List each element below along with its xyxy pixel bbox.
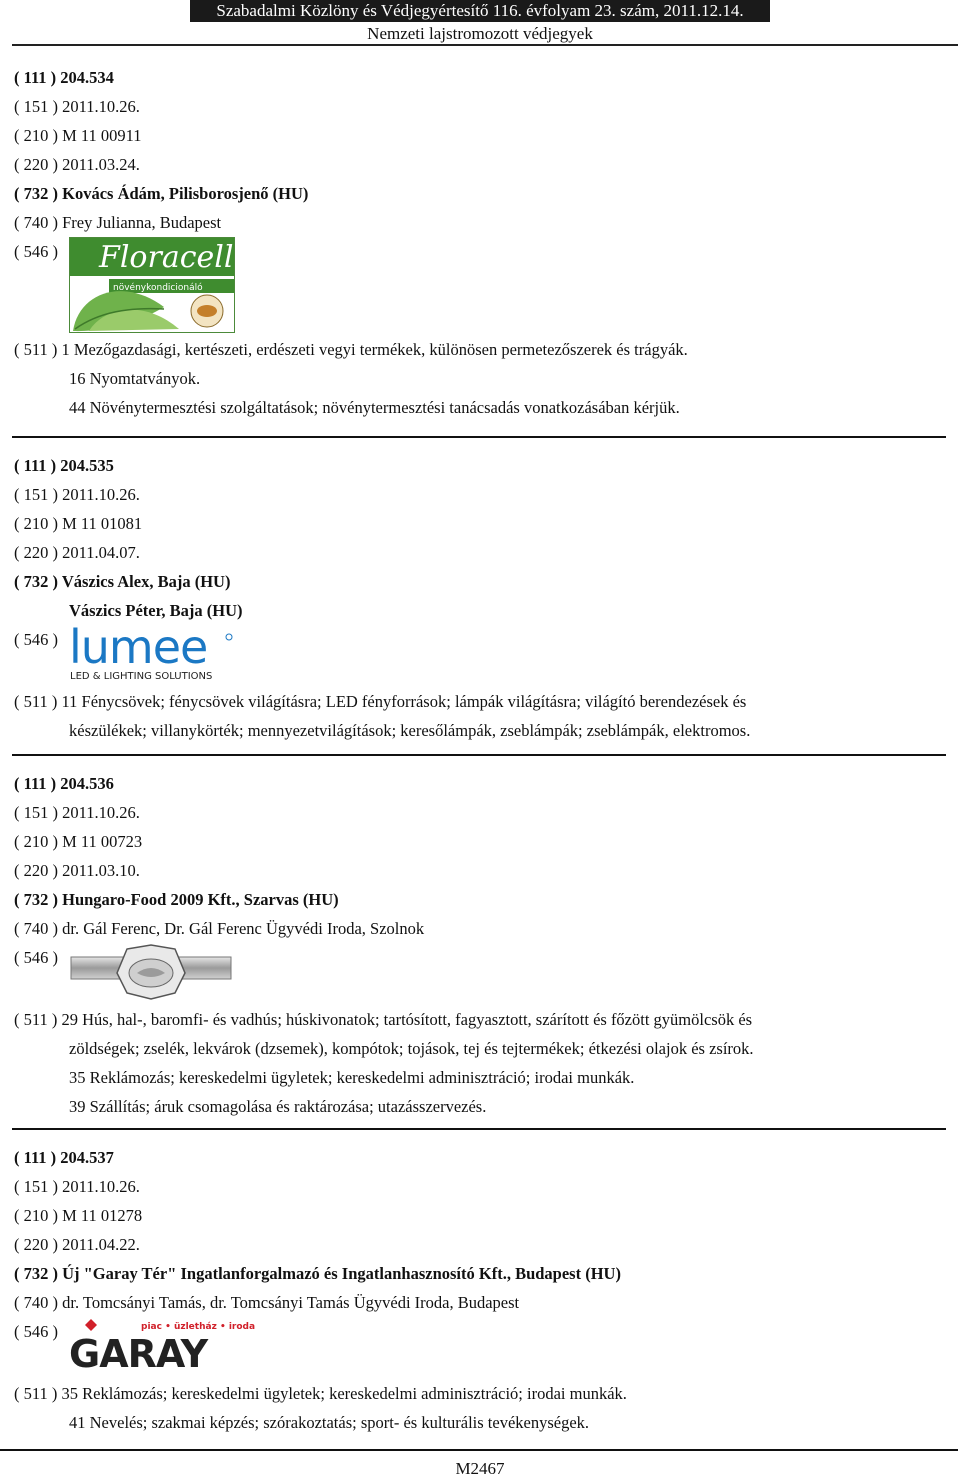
section-title: Nemzeti lajstromozott védjegyek — [367, 24, 593, 43]
registration-number: ( 111 ) 204.536 — [14, 774, 114, 793]
floracell-logo — [69, 237, 235, 333]
trademark-image-row — [14, 943, 944, 1005]
goods-services-class: készülékek; villanykörték; mennyezetvilágítások; keresőlámpák, zseblámpák; zseblámpák, elektromos. — [69, 721, 751, 740]
goods-services-class: 16 Nyomtatványok. — [69, 369, 201, 388]
page-header — [0, 0, 960, 46]
owner: Vászics Péter, Baja (HU) — [69, 601, 243, 620]
header-divider — [12, 44, 958, 46]
filing-date: ( 220 ) 2011.03.24. — [14, 155, 140, 174]
garay-logo — [69, 1317, 256, 1376]
goods-services: ( 511 ) 11 Fénycsövek; fénycsövek világításra; LED fényforrások; lámpák világításra; világító berendezések és — [14, 692, 747, 711]
registration-date: ( 151 ) 2011.10.26. — [14, 97, 140, 116]
goods-services: ( 511 ) 29 Hús, hal-, baromfi- és vadhús; húskivonatok; tartósított, fagyasztott, szárított és főzött gyümölcsök és — [14, 1010, 753, 1029]
lumee-logo — [69, 620, 235, 683]
application-number: ( 210 ) M 11 01278 — [14, 1206, 143, 1225]
image-label: ( 546 ) — [14, 630, 58, 649]
logo-wordmark: Floracell — [99, 240, 234, 275]
application-number: ( 210 ) M 11 01081 — [14, 514, 143, 533]
footer-divider — [0, 1449, 958, 1451]
registration-date: ( 151 ) 2011.10.26. — [14, 803, 140, 822]
logo-tagline: piac • üzletház • iroda — [141, 1322, 256, 1332]
filing-date: ( 220 ) 2011.04.22. — [14, 1235, 140, 1254]
filing-date: ( 220 ) 2011.04.07. — [14, 543, 140, 562]
owner: ( 732 ) Vászics Alex, Baja (HU) — [14, 572, 231, 591]
representative: ( 740 ) dr. Gál Ferenc, Dr. Gál Ferenc Ügyvédi Iroda, Szolnok — [14, 919, 425, 938]
entry-divider — [12, 436, 946, 438]
hungaro-food-label-image — [69, 943, 235, 1001]
representative: ( 740 ) dr. Tomcsányi Tamás, dr. Tomcsányi Tamás Ügyvédi Iroda, Budapest — [14, 1293, 520, 1312]
goods-services-class: 41 Nevelés; szakmai képzés; szórakoztatás; sport- és kulturális tevékenységek. — [69, 1413, 590, 1432]
trademark-entry — [14, 769, 944, 1121]
trademark-image-row — [14, 1317, 944, 1377]
entry-divider — [12, 754, 946, 756]
page-number: M2467 — [455, 1459, 505, 1478]
trademark-entry — [14, 63, 944, 422]
logo-wordmark: GARAY — [69, 1332, 208, 1376]
application-number: ( 210 ) M 11 00911 — [14, 126, 142, 145]
goods-services-class: 35 Reklámozás; kereskedelmi ügyletek; kereskedelmi adminisztráció; irodai munkák. — [69, 1068, 635, 1087]
journal-title: Szabadalmi Közlöny és Védjegyértesítő 116. évfolyam 23. szám, 2011.12.14. — [190, 0, 770, 22]
logo-tagline: LED & LIGHTING SOLUTIONS — [70, 671, 213, 682]
logo-wordmark: lumee — [69, 620, 208, 674]
trademark-image-row — [14, 237, 944, 333]
filing-date: ( 220 ) 2011.03.10. — [14, 861, 140, 880]
entry-divider — [12, 1128, 946, 1130]
goods-services-class: zöldségek; zselék, lekvárok (dzsemek), kompótok; tojások, tej és tejtermékek; étkezési olajok és zsírok. — [69, 1039, 754, 1058]
goods-services-class: 39 Szállítás; áruk csomagolása és raktározása; utazásszervezés. — [69, 1097, 487, 1116]
image-label: ( 546 ) — [14, 948, 58, 967]
owner: ( 732 ) Hungaro-Food 2009 Kft., Szarvas (HU) — [14, 890, 339, 909]
application-number: ( 210 ) M 11 00723 — [14, 832, 143, 851]
image-label: ( 546 ) — [14, 1322, 58, 1341]
goods-services: ( 511 ) 1 Mezőgazdasági, kertészeti, erdészeti vegyi termékek, különösen permetezőszerek és trágyák. — [14, 340, 688, 359]
logo-tagline: növénykondicionáló — [113, 283, 203, 293]
registration-number: ( 111 ) 204.535 — [14, 456, 114, 475]
owner: ( 732 ) Kovács Ádám, Pilisborosjenő (HU) — [14, 184, 309, 203]
goods-services-class: 44 Növénytermesztési szolgáltatások; növénytermesztési tanácsadás vonatkozásában kérjük. — [69, 398, 680, 417]
trademark-image-row — [14, 620, 944, 687]
image-label: ( 546 ) — [14, 242, 58, 261]
registration-number: ( 111 ) 204.537 — [14, 1148, 114, 1167]
trademark-entry — [14, 1143, 944, 1437]
registration-number: ( 111 ) 204.534 — [14, 68, 114, 87]
owner: ( 732 ) Új "Garay Tér" Ingatlanforgalmazó és Ingatlanhasznosító Kft., Budapest (HU) — [14, 1264, 621, 1283]
goods-services: ( 511 ) 35 Reklámozás; kereskedelmi ügyletek; kereskedelmi adminisztráció; irodai munkák. — [14, 1384, 627, 1403]
representative: ( 740 ) Frey Julianna, Budapest — [14, 213, 222, 232]
registration-date: ( 151 ) 2011.10.26. — [14, 485, 140, 504]
trademark-entry — [14, 451, 944, 745]
registration-date: ( 151 ) 2011.10.26. — [14, 1177, 140, 1196]
